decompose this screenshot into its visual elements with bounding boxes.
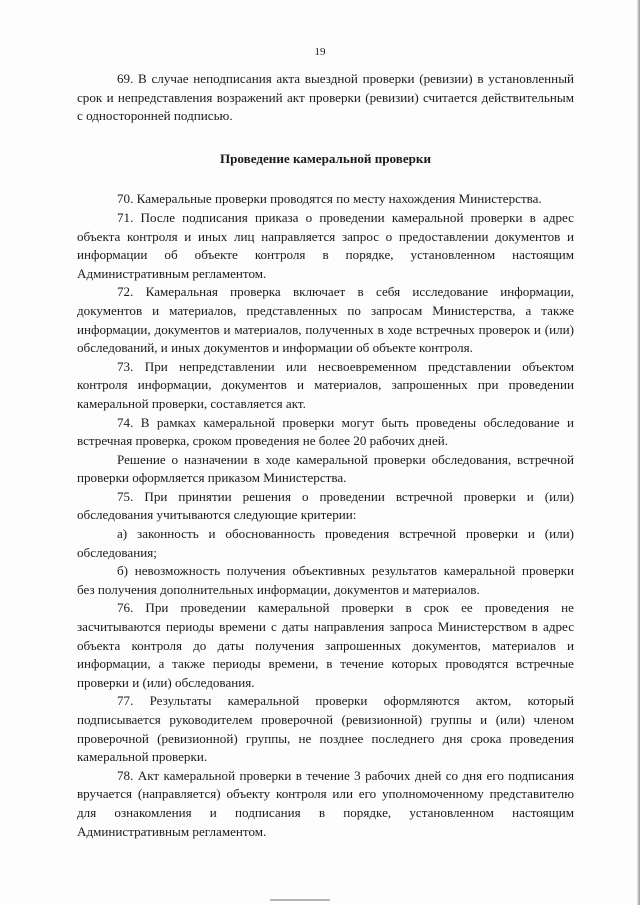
paragraph-75-a: а) законность и обоснованность проведения встречной проверки и (или) обследования; <box>77 526 574 560</box>
paragraph-71: 71. После подписания приказа о проведении камеральной проверки в адрес объекта контроля и иных лиц направляется запрос о предоставлении документов и информации об объекте контроля в порядке, установленном настоящим Административным регламентом. <box>77 209 574 281</box>
paragraph-72: 72. Камеральная проверка включает в себя исследование информации, документов и материалов, представленных по запросам Министерства, а также информации, документов и материалов, полученных в ходе встречных проверок и (или) обследований, и иных документов и информации об объекте контроля. <box>77 284 574 356</box>
section-heading: Проведение камеральной проверки <box>219 150 432 166</box>
paragraph-73: 73. При непредставлении или несвоевременном представлении объектом контроля информации, документов и материалов, запрошенных при проведении камеральной проверки, составляется акт. <box>77 358 574 411</box>
paragraph-74: 74. В рамках камеральной проверки могут быть проведены обследование и встречная проверка, сроком проведения не более 20 рабочих дней. <box>77 414 574 449</box>
paragraph-77: 77. Результаты камеральной проверки оформляются актом, который подписывается руководителем проверочной (ревизионной) группы и (или) членом проверочной (ревизионной) группы, не позднее последнего дня срока проведения камеральной проверки. <box>77 693 574 765</box>
paragraph-78: 78. Акт камеральной проверки в течение 3 рабочих дней со дня его подписания вручается (направляется) объекту контроля или его уполномоченному представителю для ознакомления и подписания в порядке, установленном настоящим Административным регламентом. <box>77 767 574 839</box>
paragraph-74-decision: Решение о назначении в ходе камеральной проверки обследования, встречной проверки оформляется приказом Министерства. <box>77 451 574 486</box>
paragraph-70: 70. Камеральные проверки проводятся по месту нахождения Министерства. <box>117 191 542 207</box>
paragraph-69: 69. В случае неподписания акта выездной проверки (ревизии) в установленный срок и непредставления возражений акт проверки (ревизии) считается действительным с односторонней подписью. <box>77 71 574 124</box>
paragraph-75: 75. При принятии решения о проведении встречной проверки и (или) обследования учитываются следующие критерии: <box>77 488 574 523</box>
paragraph-75-b: б) невозможность получения объективных результатов камеральной проверки без получения дополнительных информации, документов и материалов. <box>77 563 574 597</box>
document-body <box>77 70 574 841</box>
scan-bottom-mark <box>270 899 330 901</box>
page-number: 19 <box>314 46 326 58</box>
paragraph-76: 76. При проведении камеральной проверки в срок ее проведения не засчитываются периоды времени с даты направления запроса Министерством в адрес объекта контроля до даты получения запрошенных документов, материалов и информации, а также периоды времени, в течение которых проводятся встречные проверки и (или) обследования. <box>77 600 574 690</box>
